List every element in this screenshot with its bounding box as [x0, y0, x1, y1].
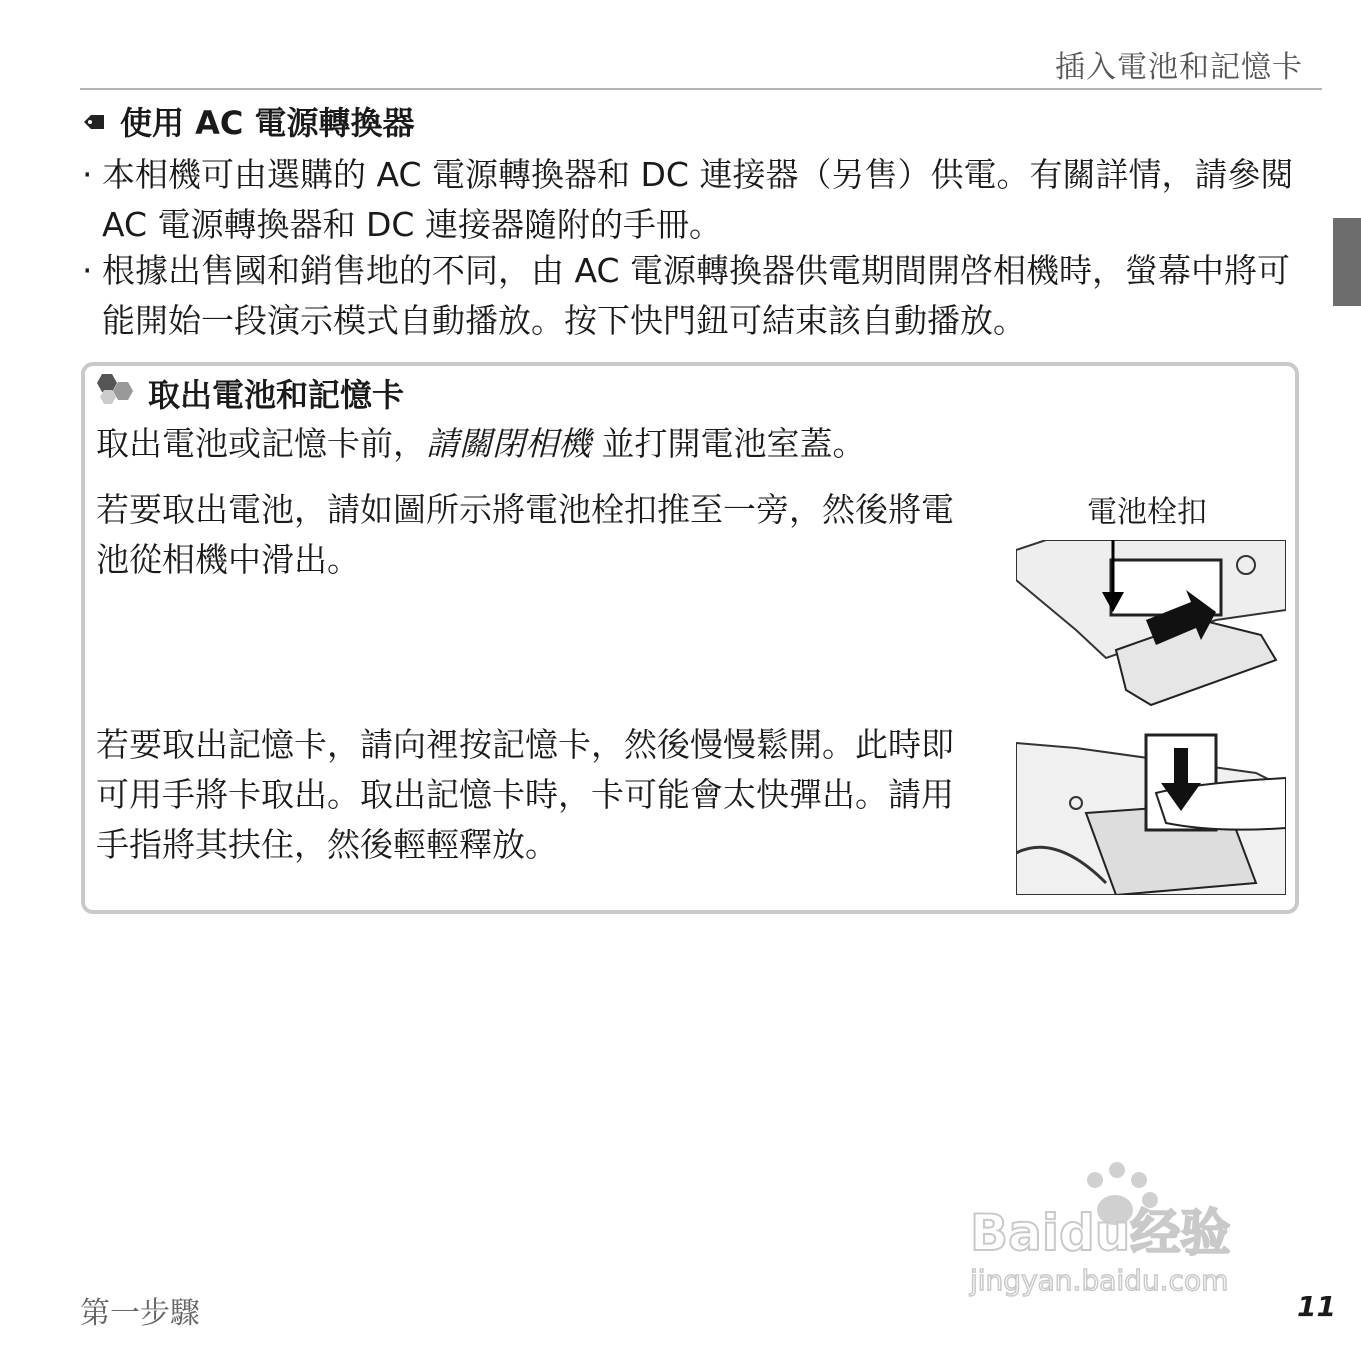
card-instructions: 若要取出記憶卡，請向裡按記憶卡，然後慢慢鬆開。此時即可用手將卡取出。取出記憶卡時，卡可能會太快彈出。請用手指將其扶住，然後輕輕釋放。 — [96, 725, 954, 864]
header-divider — [80, 88, 1322, 90]
bullet-text: 本相機可由選購的 AC 電源轉換器和 DC 連接器（另售）供電。有關詳情，請參閱 AC 電源轉換器和 DC 連接器隨附的手冊。 — [102, 155, 1294, 244]
section-heading — [82, 98, 415, 144]
bullet-dot: · — [82, 155, 93, 194]
bullet-item — [82, 246, 1302, 346]
pencil-icon — [82, 102, 106, 140]
bullet-item — [82, 150, 1302, 250]
box-heading — [96, 370, 404, 416]
box-intro — [96, 420, 866, 468]
watermark-url: jingyan.baidu.com — [970, 1264, 1229, 1297]
box-title: 取出電池和記憶卡 — [148, 376, 405, 414]
header-title: 插入電池和記憶卡 — [1055, 50, 1303, 85]
bullet-dot: · — [82, 251, 93, 290]
chapter-tab — [1333, 218, 1361, 306]
bullet-text: 根據出售國和銷售地的不同，由 AC 電源轉換器供電期間開啓相機時，螢幕中將可能開始一段演示模式自動播放。按下快門鈕可結束該自動播放。 — [102, 251, 1291, 340]
intro-after: 並打開電池室蓋。 — [591, 424, 866, 463]
section-title: 使用 AC 電源轉換器 — [120, 104, 415, 142]
card-removal-illustration — [1016, 733, 1286, 899]
intro-before: 取出電池或記憶卡前， — [96, 424, 426, 463]
footer-section: 第一步驟 — [80, 1296, 200, 1331]
battery-instructions: 若要取出電池，請如圖所示將電池栓扣推至一旁，然後將電池從相機中滑出。 — [96, 490, 954, 579]
intro-emphasis: 請關閉相機 — [426, 424, 591, 463]
baidu-watermark — [965, 1155, 1285, 1309]
watermark-brand: Baidu经验 — [970, 1204, 1231, 1262]
page-number: 11 — [1297, 1290, 1336, 1323]
hexagon-cluster-icon — [96, 372, 136, 414]
battery-removal-illustration — [1016, 540, 1286, 714]
battery-latch-label: 電池栓扣 — [1087, 495, 1207, 530]
